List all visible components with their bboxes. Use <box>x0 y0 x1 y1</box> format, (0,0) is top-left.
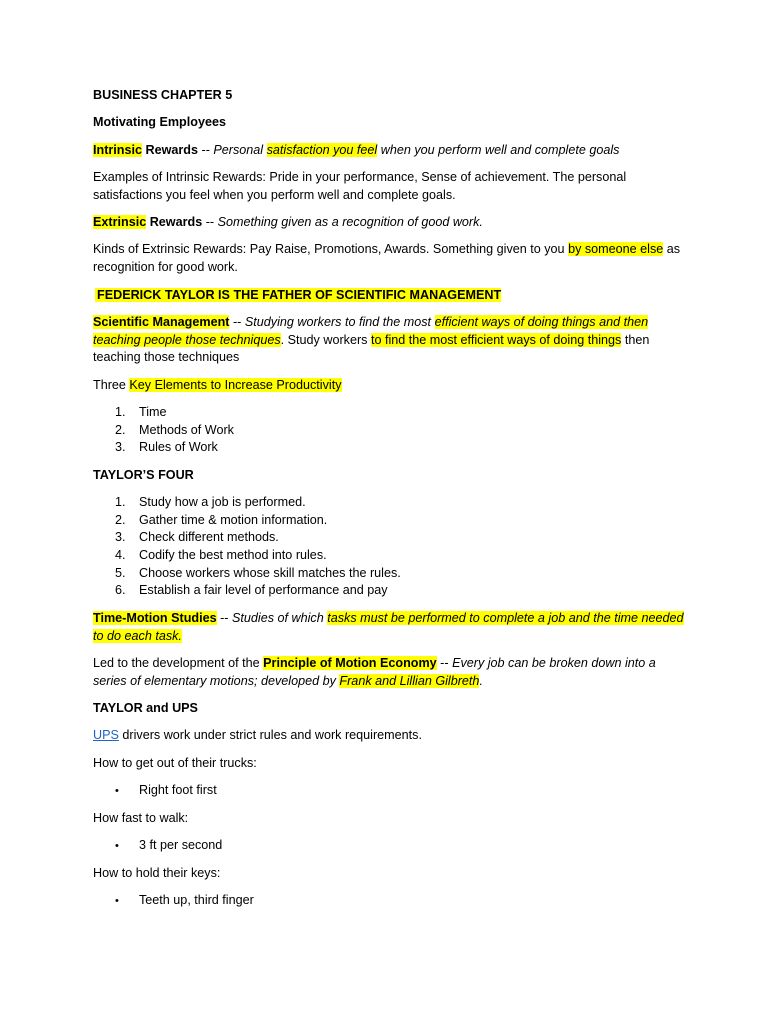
list-text: Rules of Work <box>139 440 218 454</box>
sci-mgmt-mid: . Study workers <box>280 332 371 347</box>
ups-line-rest: drivers work under strict rules and work requirements. <box>118 728 422 742</box>
list-item <box>115 404 167 422</box>
sci-mgmt-def-a: Studying workers to find the most <box>244 315 435 329</box>
list-text: Check different methods. <box>139 530 279 544</box>
ups-link[interactable]: UPS <box>93 728 119 742</box>
list-text: Study how a job is performed. <box>139 495 306 509</box>
list-item <box>115 529 279 547</box>
list-item <box>115 565 401 583</box>
list-number: 3. <box>115 530 126 544</box>
list-number: 3. <box>115 440 126 454</box>
dash: -- <box>202 215 218 229</box>
extrinsic-term-rest: Rewards <box>146 215 203 229</box>
list-item <box>115 582 388 600</box>
list-text: Choose workers whose skill matches the rules. <box>139 566 401 580</box>
sci-mgmt-def-highlight: efficient ways of doing things and then teaching people those techniques <box>93 315 649 347</box>
dash: -- <box>216 611 232 625</box>
keys-answer: Teeth up, third finger <box>139 893 254 907</box>
list-item <box>115 439 218 457</box>
dash: -- <box>198 143 214 157</box>
list-item <box>115 782 217 801</box>
taylor-heading <box>95 287 687 305</box>
time-motion-def-highlight: tasks must be performed to complete a job and the time needed to do each task. <box>93 611 684 643</box>
keys-question: How to hold their keys: <box>93 866 221 880</box>
list-text: Methods of Work <box>139 423 234 437</box>
sci-mgmt-term: Scientific Management <box>93 315 230 329</box>
extrinsic-kinds-b: as recognition for good work. <box>93 242 681 274</box>
extrinsic-definition <box>93 214 685 232</box>
list-text: Codify the best method into rules. <box>139 548 327 562</box>
time-motion-definition <box>93 610 685 645</box>
motion-economy-highlight: Frank and Lillian Gilbreth <box>339 673 480 688</box>
list-text: Establish a fair level of performance and pay <box>139 583 388 597</box>
motion-economy-term: Principle of Motion Economy <box>263 656 437 670</box>
bullet-icon: • <box>115 785 119 797</box>
dash: -- <box>229 315 245 329</box>
motion-economy-pre: Led to the development of the <box>93 656 264 670</box>
intrinsic-definition <box>93 142 685 160</box>
list-item <box>115 494 306 512</box>
intrinsic-term: Intrinsic <box>93 143 142 157</box>
taylors-four-heading: TAYLOR’S FOUR <box>93 468 194 482</box>
extrinsic-kinds-highlight: by someone else <box>568 242 664 256</box>
key-elements-heading <box>93 377 685 395</box>
list-number: 5. <box>115 566 126 580</box>
extrinsic-def: Something given as a recognition of good work. <box>217 215 483 229</box>
intrinsic-def-b: when you perform well and complete goals <box>377 143 620 157</box>
list-item <box>115 512 327 530</box>
intrinsic-examples: Examples of Intrinsic Rewards: Pride in your performance, Sense of achievement. The personal satisfactions you feel when you perform well and complete goals. <box>93 170 627 202</box>
key-elements-highlight: Key Elements to Increase Productivity <box>129 378 342 392</box>
list-number: 4. <box>115 548 126 562</box>
bullet-icon: • <box>115 895 119 907</box>
walk-question: How fast to walk: <box>93 811 189 825</box>
time-motion-def-a: Studies of which <box>232 611 328 625</box>
walk-answer: 3 ft per second <box>139 838 223 852</box>
doc-subtitle: Motivating Employees <box>93 115 226 129</box>
list-number: 1. <box>115 495 126 509</box>
motion-economy-end: . <box>479 673 483 688</box>
intrinsic-def-a: Personal <box>213 143 267 157</box>
trucks-answer: Right foot first <box>139 783 217 797</box>
ups-heading: TAYLOR and UPS <box>93 701 198 715</box>
list-text: Gather time & motion information. <box>139 513 328 527</box>
extrinsic-term: Extrinsic <box>93 215 147 229</box>
intrinsic-def-highlight: satisfaction you feel <box>266 143 378 157</box>
list-number: 1. <box>115 405 126 419</box>
key-elements-pre: Three <box>93 378 130 392</box>
scientific-management-definition <box>93 314 685 367</box>
motion-economy-def-a: Every job can be broken down into a series of elementary motions; developed by <box>93 656 656 688</box>
list-item <box>115 422 234 440</box>
intrinsic-term-rest: Rewards <box>142 143 198 157</box>
extrinsic-kinds-a: Kinds of Extrinsic Rewards: Pay Raise, Promotions, Awards. Something given to you <box>93 242 569 256</box>
taylor-heading-text: FEDERICK TAYLOR IS THE FATHER OF SCIENTIFIC MANAGEMENT <box>97 288 502 302</box>
dash: -- <box>436 656 453 670</box>
sci-mgmt-highlight-2: to find the most efficient ways of doing things <box>370 332 622 347</box>
bullet-icon: • <box>115 840 119 852</box>
doc-title: BUSINESS CHAPTER 5 <box>93 88 233 102</box>
list-number: 2. <box>115 513 126 527</box>
list-text: Time <box>139 405 167 419</box>
list-item <box>115 837 222 856</box>
list-number: 2. <box>115 423 126 437</box>
trucks-question: How to get out of their trucks: <box>93 756 257 770</box>
motion-economy-definition <box>93 655 685 690</box>
list-item <box>115 547 327 565</box>
ups-line <box>93 727 685 745</box>
sci-mgmt-end: then teaching those techniques <box>93 332 650 364</box>
list-number: 6. <box>115 583 126 597</box>
time-motion-term: Time-Motion Studies <box>93 611 217 625</box>
list-item <box>115 892 254 911</box>
extrinsic-kinds <box>93 241 685 276</box>
